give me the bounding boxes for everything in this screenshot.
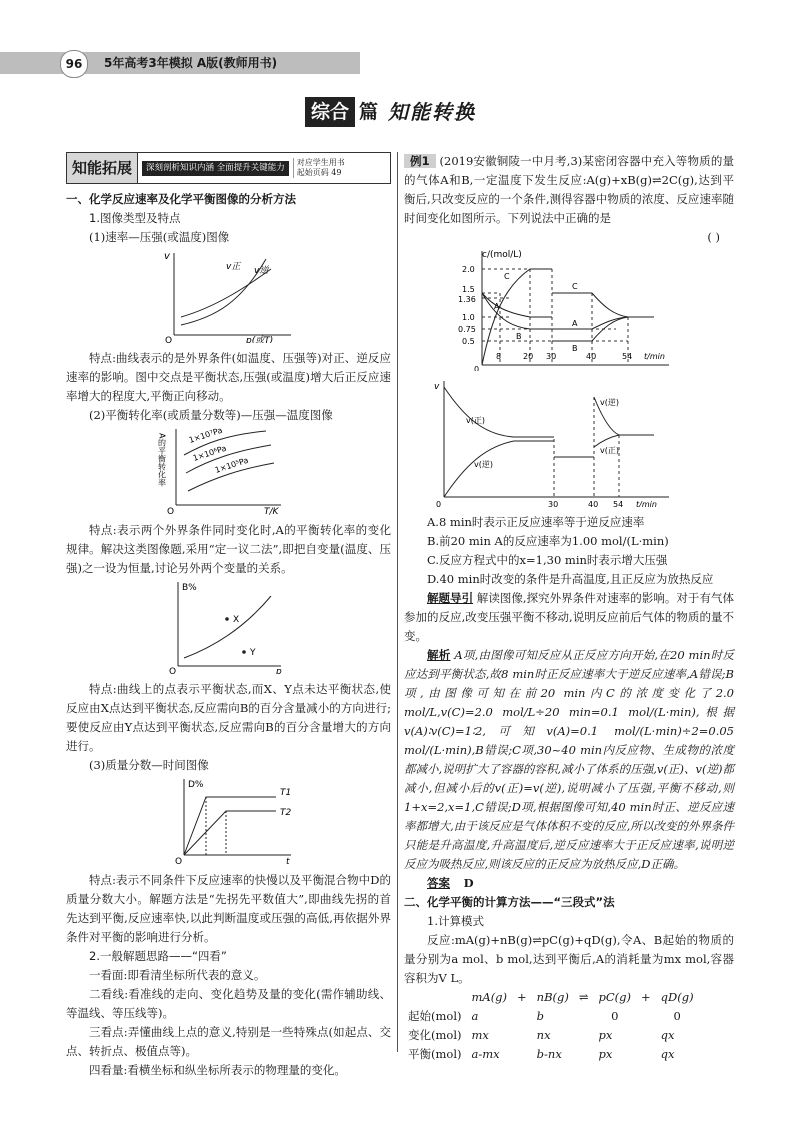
page-number: 96 — [60, 50, 88, 78]
chart-rate — [404, 377, 734, 507]
table-cell: qx — [660, 1028, 675, 1042]
c1-ytick-5: 0.5 — [462, 337, 475, 346]
table-cell — [517, 1026, 537, 1045]
para-3: 特点:曲线上的点表示平衡状态,而X、Y点未达平衡状态,使反应由X点达到平衡状态,反应需向B的百分含量减小的方向进行;要使反应由Y点达到平衡状态,反应需向B的百分含量增大的方向进行。 — [66, 682, 391, 753]
g4-x-label: t — [286, 857, 290, 865]
c1-y-label: c/(mol/L) — [482, 250, 522, 260]
c1-xtick-4: 54 — [622, 352, 633, 361]
c2-xtick-0: 30 — [548, 500, 559, 507]
c1-curve-c3 — [592, 293, 654, 317]
zn-header — [66, 152, 391, 184]
answer-line — [404, 874, 734, 893]
item-1: (1)速率—压强(或温度)图像 — [89, 230, 230, 244]
table-cell: nB(g) — [536, 990, 569, 1004]
item-3: (3)质量分数—时间图像 — [89, 758, 209, 772]
table-cell — [517, 1045, 537, 1064]
table-cell: nx — [536, 1028, 551, 1042]
example-tag: 例1 — [404, 154, 436, 168]
table-cell — [641, 1007, 661, 1026]
banner-part3: 知能转换 — [388, 99, 477, 124]
table-cell: ⇌ — [578, 990, 589, 1004]
c2-label-vn2: v(逆) — [600, 398, 619, 407]
g3-point-y — [242, 650, 246, 654]
table-cell — [517, 1007, 537, 1026]
heading-1-1: 1.图像类型及特点 — [89, 211, 181, 225]
table-cell: a — [471, 1009, 479, 1023]
table-cell — [641, 1045, 661, 1064]
c1-ytick-4: 0.75 — [458, 325, 476, 334]
chart-concentration — [404, 247, 734, 371]
calc-text: 反应:mA(g)+nB(g)⇌pC(g)+qD(g),令A、B起始的物质的量分别为a mol、b mol,达到平衡后,A的消耗量为mx mol,容器容积为V L。 — [404, 933, 734, 985]
c1-origin: 0 — [474, 365, 480, 371]
option-d: D.40 min时改变的条件是升高温度,且正反应为放热反应 — [427, 572, 714, 586]
table-cell: b-nx — [536, 1047, 562, 1061]
g4-curve2-label: T2 — [280, 808, 292, 818]
g2-x-label: T/K — [264, 507, 279, 515]
banner-part2: 篇 — [359, 100, 379, 123]
table-cell: 变化(mol) — [408, 1028, 462, 1042]
table-header-row — [408, 988, 704, 1007]
c2-xtick-1: 40 — [588, 500, 599, 507]
g2-origin: O — [167, 507, 175, 515]
zn-ref — [293, 158, 345, 178]
c2-origin: 0 — [436, 500, 442, 507]
c1-label-b: B — [516, 332, 522, 341]
c1-xtick-2: 30 — [546, 352, 557, 361]
g4-y-label: D% — [188, 780, 204, 790]
zn-title: 知能拓展 — [67, 153, 138, 183]
heading-1-2: 2.一般解题思路——“四看” — [89, 949, 227, 963]
c1-label-c: C — [504, 272, 510, 281]
c1-label-b2: B — [572, 344, 578, 353]
table-cell: a-mx — [471, 1047, 500, 1061]
c2-label-vz2: v(正) — [600, 446, 619, 455]
c2-y-label: v — [434, 382, 440, 392]
option-c: C.反应方程式中的x=1,30 min时表示增大压强 — [427, 553, 668, 567]
table-cell: mA(g) — [471, 990, 508, 1004]
para-2: 特点:表示两个外界条件同时变化时,A的平衡转化率的变化规律。解决这类图像题,采用“定一议二法”,即把自变量(温度、压强)之一设为恒量,讨论另外两个变量的关系。 — [66, 523, 391, 575]
right-column — [404, 152, 734, 1064]
left-column — [66, 152, 391, 1080]
graph-conversion — [66, 425, 391, 515]
analysis-text: A项,由图像可知反应从正反应方向开始,在20 min时反应达到平衡状态,故8 min时正反应速率大于逆反应速率,A错误;B项,由图像可知在前20 min内C的浓度变化了2.0 mol/L,v(C)=2.0 mol/L÷20 min=0.1 mol/(L·min),根据v(A)∶v(C)=1∶2,可知v(A)=0.1 mol/(L·min)÷2=0.05 mol/(L·min),B错误;C项,30~40 min内反应物、生成物的浓度都减小,说明扩大了容器的容积,减小了体系的压强,v(正)、v(逆)都减小,但减小后的v(正)=v(逆),说明减小了压强,平衡不移动,则1+x=2,x=1,C错误;D项,根据图像可知,40 min时正、逆反应速率都增大,由于该反应是气体体积不变的反应,所以改变的外界条件只能是升高温度,升高温度后,逆反应速率大于正反应速率,说明逆反应为吸热反应,则该反应的正反应为放热反应,D正确。 — [404, 648, 735, 871]
zn-ref-line1: 对应学生用书 — [296, 158, 345, 167]
table-cell: 起始(mol) — [408, 1009, 462, 1023]
g3-origin: O — [169, 667, 177, 674]
c2-x-label: t/min — [636, 500, 657, 507]
look-4: 四看量:看横坐标和纵坐标所表示的物理量的变化。 — [89, 1063, 346, 1077]
c1-ytick-3: 1.0 — [462, 313, 475, 322]
c1-guides — [482, 269, 628, 365]
table-cell — [579, 1045, 599, 1064]
g3-point-x-label: X — [233, 615, 240, 625]
g3-y-label: B% — [182, 583, 197, 593]
para-4: 特点:表示不同条件下反应速率的快慢以及平衡混合物中D的质量分数大小。解题方法是“先拐先平数值大”,即曲线先拐的首先达到平衡,反应速率快,以此判断温度或压强的高低,再依据外界条件对平衡的影响进行分析。 — [66, 873, 391, 944]
table-cell — [641, 1026, 661, 1045]
c2-curve-reverse — [444, 441, 554, 497]
c1-label-a2: A — [572, 319, 578, 328]
table-cell: qx — [660, 1047, 675, 1061]
g1-y-label: v — [164, 251, 170, 262]
graph-rate-pressure — [66, 247, 391, 343]
g2-curve2-label: 1×10⁶Pa — [191, 443, 228, 463]
table-cell: 0 — [611, 1009, 619, 1023]
table-row — [408, 1045, 704, 1064]
answer-paren: ( ) — [707, 230, 720, 244]
answer-value: D — [463, 876, 474, 890]
c2-label-vn: v(逆) — [474, 460, 493, 469]
g2-curve3-label: 1×10⁵Pa — [213, 455, 250, 475]
c1-ytick-2: 1.36 — [458, 295, 476, 304]
table-cell: pC(g) — [598, 990, 632, 1004]
guide-tag: 解题导引 — [427, 591, 474, 605]
table-row — [408, 1007, 704, 1026]
look-2: 二看线:看准线的走向、变化趋势及量的变化(需作辅助线、等温线、等压线等)。 — [66, 987, 391, 1020]
zn-subtitle: 深刻剖析知识内涵 全面提升关键能力 — [142, 161, 289, 176]
c1-xtick-3: 40 — [586, 352, 597, 361]
table-cell: + — [517, 990, 527, 1004]
guide-text: 解读图像,探究外界条件对速率的影响。对于有气体参加的反应,改变压强平衡不移动,说明反应前后气体的物质的量不变。 — [404, 591, 735, 643]
g1-x-label: p(或T) — [246, 336, 274, 343]
table-cell: 0 — [673, 1009, 681, 1023]
g3-point-x — [225, 617, 229, 621]
look-1: 一看面:即看清坐标所代表的意义。 — [89, 968, 266, 982]
answer-tag: 答案 — [427, 876, 450, 890]
c1-xtick-1: 20 — [523, 352, 534, 361]
option-a: A.8 min时表示正反应速率等于逆反应速率 — [427, 515, 645, 529]
example-1 — [404, 152, 734, 228]
table-cell — [579, 1007, 599, 1026]
table-row — [408, 1026, 704, 1045]
three-stage-table — [408, 988, 704, 1064]
heading-2-1: 1.计算模式 — [427, 914, 484, 928]
table-cell: b — [536, 1009, 545, 1023]
table-cell: + — [641, 990, 651, 1004]
option-b: B.前20 min A的反应速率为1.00 mol/(L·min) — [427, 534, 669, 548]
g2-curve1-label: 1×10⁷Pa — [187, 425, 224, 445]
graph-b-percent — [66, 578, 391, 674]
column-divider — [397, 152, 398, 1052]
c1-ytick-0: 2.0 — [462, 265, 475, 274]
c1-label-a: A — [494, 302, 500, 311]
table-cell: 平衡(mol) — [408, 1047, 462, 1061]
section-banner — [305, 96, 476, 128]
g2-y-label: A的平衡转化率 — [157, 433, 167, 487]
g4-curve-t1 — [184, 797, 276, 855]
para-1: 特点:曲线表示的是外界条件(如温度、压强等)对正、逆反应速率的影响。图中交点是平衡状态,压强(或温度)增大后正反应速率增大的程度大,平衡正向移动。 — [66, 351, 391, 403]
g1-curve1-label: v正 — [226, 262, 241, 272]
guide — [404, 589, 734, 646]
look-3: 三看点:弄懂曲线上点的意义,特别是一些特殊点(如起点、交点、转折点、极值点等)。 — [66, 1025, 391, 1058]
g4-curve1-label: T1 — [280, 788, 292, 798]
heading-2: 二、化学平衡的计算方法——“三段式”法 — [404, 895, 615, 909]
c1-xtick-0: 8 — [496, 352, 502, 361]
table-cell — [579, 1026, 599, 1045]
g1-curve-reverse — [181, 269, 271, 317]
c1-label-c2: C — [572, 282, 578, 291]
c1-curve-a — [482, 293, 552, 317]
zn-ref-line2: 起始页码 49 — [296, 168, 342, 177]
table-cell: px — [598, 1028, 613, 1042]
c2-curve-forward — [444, 387, 554, 437]
c1-curve-b3 — [592, 317, 628, 329]
table-cell — [408, 988, 471, 1007]
c2-xtick-2: 54 — [613, 500, 624, 507]
example-text: (2019安徽铜陵一中月考,3)某密闭容器中充入等物质的量的气体A和B,一定温度下发生反应:A(g)+xB(g)⇌2C(g),达到平衡后,只改变反应的一个条件,测得容器中物质的浓度、反应速率随时间变化如图所示。下列说法中正确的是 — [404, 154, 734, 225]
table-cell: qD(g) — [660, 990, 694, 1004]
c1-x-label: t/min — [644, 352, 665, 361]
analysis — [404, 646, 734, 874]
g3-curve — [184, 596, 271, 658]
c1-ytick-1: 1.5 — [462, 285, 475, 294]
g1-curve2-label: v逆 — [254, 266, 269, 276]
table-cell: px — [598, 1047, 613, 1061]
graph-d-percent — [66, 775, 391, 865]
g3-x-label: p — [276, 667, 282, 674]
g3-point-y-label: Y — [250, 648, 256, 658]
banner-part1: 综合 — [305, 97, 355, 127]
item-2: (2)平衡转化率(或质量分数等)—压强—温度图像 — [89, 408, 333, 422]
book-title: 5年高考3年模拟 A版(教师用书) — [104, 56, 278, 70]
g1-origin: O — [165, 336, 173, 343]
heading-1: 一、化学反应速率及化学平衡图像的分析方法 — [66, 192, 296, 206]
analysis-tag: 解析 — [427, 648, 451, 662]
g4-origin: O — [175, 857, 183, 865]
table-cell: mx — [471, 1028, 489, 1042]
c2-label-vz: v(正) — [466, 416, 485, 425]
